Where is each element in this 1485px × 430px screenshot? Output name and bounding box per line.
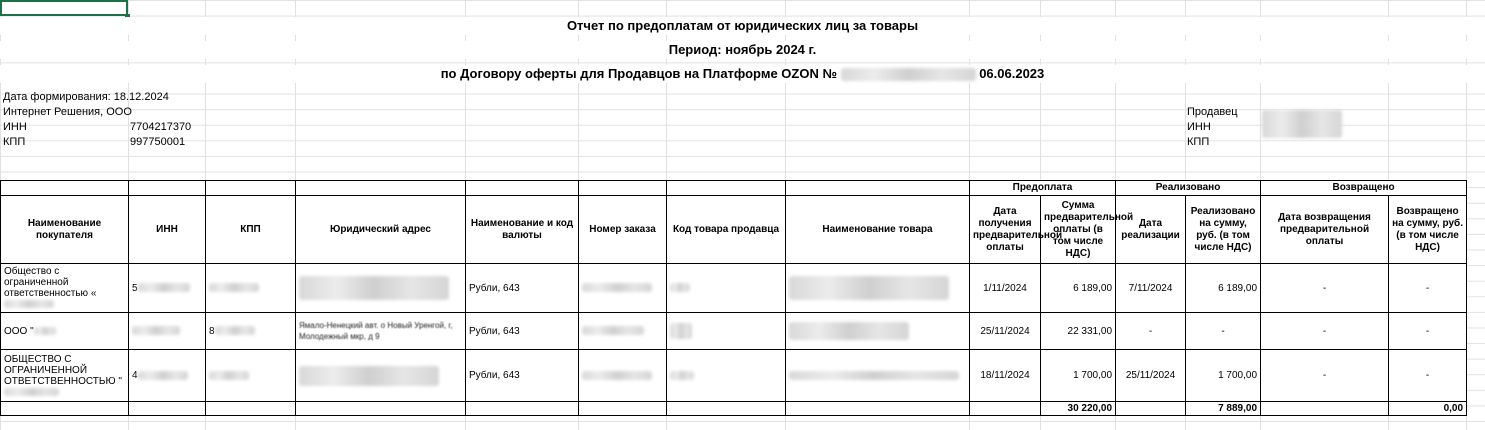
table-row bbox=[1, 313, 1467, 350]
buyer-inn bbox=[129, 313, 206, 350]
group-prepay: Предоплата bbox=[970, 181, 1116, 196]
company-inn-label: ИНН bbox=[3, 121, 27, 133]
company-name: Интернет Решения, ООО bbox=[3, 106, 132, 118]
currency: Рубли, 643 bbox=[466, 264, 579, 313]
seller-inn-label: ИНН bbox=[1187, 121, 1211, 133]
prepay-date: 1/11/2024 bbox=[970, 264, 1041, 313]
return-date: - bbox=[1261, 264, 1389, 313]
total-return-sum: 0,00 bbox=[1389, 402, 1467, 416]
redacted-seller-info bbox=[1262, 110, 1342, 138]
prepay-date: 25/11/2024 bbox=[970, 313, 1041, 350]
col-currency: Наименование и код валюты bbox=[466, 196, 579, 264]
prepay-sum: 6 189,00 bbox=[1041, 264, 1116, 313]
prepayment-table bbox=[0, 180, 1467, 416]
company-inn-value: 7704217370 bbox=[130, 121, 192, 133]
seller-sku bbox=[667, 313, 786, 350]
order-number bbox=[579, 264, 667, 313]
prepay-sum: 1 700,00 bbox=[1041, 350, 1116, 402]
report-title: Отчет по предоплатам от юридических лиц за товары bbox=[0, 17, 1485, 35]
col-address: Юридический адрес bbox=[296, 196, 466, 264]
buyer-inn: 4 bbox=[129, 350, 206, 402]
col-kpp: КПП bbox=[206, 196, 296, 264]
buyer-kpp: 8 bbox=[206, 313, 296, 350]
total-prepay-sum: 30 220,00 bbox=[1041, 402, 1116, 416]
return-sum: - bbox=[1389, 350, 1467, 402]
table-group-header-row bbox=[1, 181, 1467, 196]
totals-row bbox=[1, 402, 1467, 416]
col-product-name: Наименование товара bbox=[786, 196, 970, 264]
buyer-address: Ямало-Ненецкий авт. о Новый Уренгой, г, Молодежный мкр, д 9 bbox=[296, 313, 466, 350]
col-seller-sku: Код товара продавца bbox=[667, 196, 786, 264]
return-sum: - bbox=[1389, 264, 1467, 313]
contract-prefix: по Договору оферты для Продавцов на Платформе OZON № bbox=[440, 66, 837, 81]
table-row bbox=[1, 264, 1467, 313]
col-order-number: Номер заказа bbox=[579, 196, 667, 264]
buyer-address bbox=[296, 350, 466, 402]
return-sum: - bbox=[1389, 313, 1467, 350]
realized-sum: 1 700,00 bbox=[1186, 350, 1261, 402]
col-realized-date: Дата реализации bbox=[1116, 196, 1186, 264]
col-prepay-sum: Сумма предварительной оплаты (в том числе НДС) bbox=[1041, 196, 1116, 264]
group-returned: Возвращено bbox=[1261, 181, 1467, 196]
realized-sum: 6 189,00 bbox=[1186, 264, 1261, 313]
seller-label: Продавец bbox=[1187, 106, 1238, 118]
formation-date: Дата формирования: 18.12.2024 bbox=[3, 91, 169, 103]
col-buyer: Наименование покупателя bbox=[1, 196, 129, 264]
total-realized-sum: 7 889,00 bbox=[1186, 402, 1261, 416]
product-name bbox=[786, 350, 970, 402]
col-return-sum: Возвращено на сумму, руб. (в том числе НДС) bbox=[1389, 196, 1467, 264]
table-row bbox=[1, 350, 1467, 402]
buyer-inn: 5 bbox=[129, 264, 206, 313]
realized-date: 25/11/2024 bbox=[1116, 350, 1186, 402]
company-kpp-value: 997750001 bbox=[130, 136, 186, 148]
return-date: - bbox=[1261, 350, 1389, 402]
col-return-date: Дата возвращения предварительной оплаты bbox=[1261, 196, 1389, 264]
order-number bbox=[579, 313, 667, 350]
buyer-kpp bbox=[206, 350, 296, 402]
currency: Рубли, 643 bbox=[466, 313, 579, 350]
realized-sum: - bbox=[1186, 313, 1261, 350]
contract-date: 06.06.2023 bbox=[979, 66, 1045, 81]
report-period: Период: ноябрь 2024 г. bbox=[0, 41, 1485, 59]
buyer-kpp bbox=[206, 264, 296, 313]
buyer-address bbox=[296, 264, 466, 313]
order-number bbox=[579, 350, 667, 402]
realized-date: 7/11/2024 bbox=[1116, 264, 1186, 313]
buyer-name: ОБЩЕСТВО С ОГРАНИЧЕННОЙ ОТВЕТСТВЕННОСТЬЮ " bbox=[1, 350, 129, 402]
buyer-name: Общество с ограниченной ответственностью « bbox=[1, 264, 129, 313]
col-realized-sum: Реализовано на сумму, руб. (в том числе НДС) bbox=[1186, 196, 1261, 264]
realized-date: - bbox=[1116, 313, 1186, 350]
return-date: - bbox=[1261, 313, 1389, 350]
prepay-sum: 22 331,00 bbox=[1041, 313, 1116, 350]
col-inn: ИНН bbox=[129, 196, 206, 264]
product-name bbox=[786, 313, 970, 350]
group-realized: Реализовано bbox=[1116, 181, 1261, 196]
company-kpp-label: КПП bbox=[3, 136, 26, 148]
product-name bbox=[786, 264, 970, 313]
currency: Рубли, 643 bbox=[466, 350, 579, 402]
seller-kpp-label: КПП bbox=[1187, 136, 1210, 148]
report-contract bbox=[0, 65, 1485, 83]
redacted-contract-number bbox=[841, 68, 976, 81]
prepay-date: 18/11/2024 bbox=[970, 350, 1041, 402]
table-header-row bbox=[1, 196, 1467, 264]
col-prepay-date: Дата получения предварительной оплаты bbox=[970, 196, 1041, 264]
active-cell-selection[interactable] bbox=[0, 0, 128, 16]
seller-sku bbox=[667, 350, 786, 402]
seller-sku bbox=[667, 264, 786, 313]
buyer-name: ООО " bbox=[1, 313, 129, 350]
